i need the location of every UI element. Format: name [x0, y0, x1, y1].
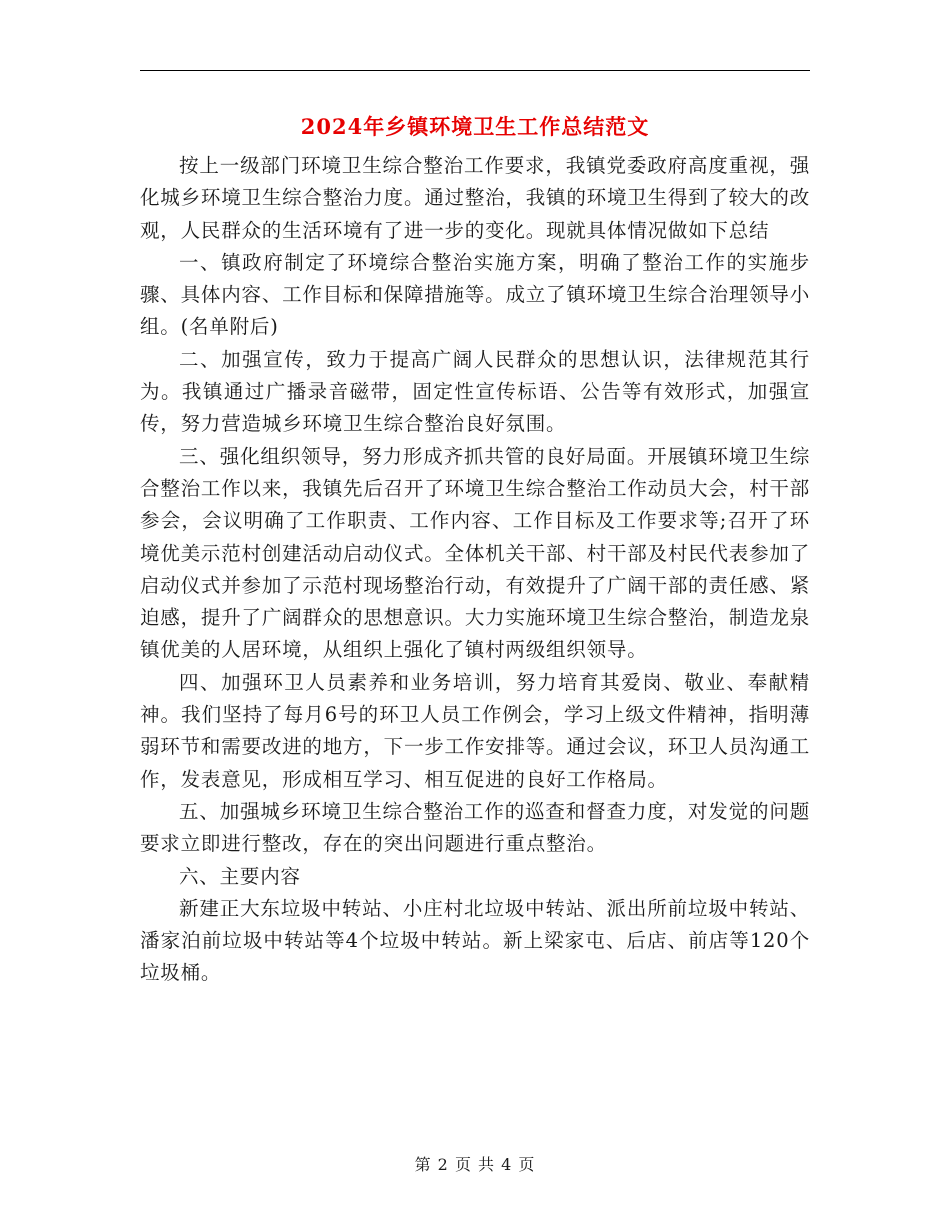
- document-body: [140, 150, 810, 990]
- paragraph-section-2: 二、加强宣传，致力于提高广阔人民群众的思想认识，法律规范其行为。我镇通过广播录音磁带，固定性宣传标语、公告等有效形式，加强宣传，努力营造城乡环境卫生综合整治良好氛围。: [140, 347, 810, 436]
- document-title: 2024年乡镇环境卫生工作总结范文: [300, 114, 650, 139]
- paragraph-section-6-heading: 六、主要内容: [179, 864, 301, 888]
- header-rule: [140, 70, 810, 71]
- paragraph-section-4: 四、加强环卫人员素养和业务培训，努力培育其爱岗、敬业、奉献精神。我们坚持了每月6号的环卫人员工作例会，学习上级文件精神，指明薄弱环节和需要改进的地方，下一步工作安排等。通过会议，环卫人员沟通工作，发表意见，形成相互学习、相互促进的良好工作格局。: [140, 670, 810, 791]
- paragraph-section-3: 三、强化组织领导，努力形成齐抓共管的良好局面。开展镇环境卫生综合整治工作以来，我镇先后召开了环境卫生综合整治工作动员大会，村干部参会，会议明确了工作职责、工作内容、工作目标及工作要求等;召开了环境优美示范村创建活动启动仪式。全体机关干部、村干部及村民代表参加了启动仪式并参加了示范村现场整治行动，有效提升了广阔干部的责任感、紧迫感，提升了广阔群众的思想意识。大力实施环境卫生综合整治，制造龙泉镇优美的人居环境，从组织上强化了镇村两级组织领导。: [140, 444, 810, 662]
- page-number: 第 2 页 共 4 页: [414, 1155, 536, 1174]
- paragraph-intro: 按上一级部门环境卫生综合整治工作要求，我镇党委政府高度重视，强化城乡环境卫生综合整治力度。通过整治，我镇的环境卫生得到了较大的改观，人民群众的生活环境有了进一步的变化。现就具体情况做如下总结: [140, 154, 810, 242]
- paragraph-section-5: 五、加强城乡环境卫生综合整治工作的巡查和督查力度，对发觉的问题要求立即进行整改，存在的突出问题进行重点整治。: [140, 799, 810, 856]
- paragraph-section-6-content: 新建正大东垃圾中转站、小庄村北垃圾中转站、派出所前垃圾中转站、潘家泊前垃圾中转站等4个垃圾中转站。新上梁家屯、后店、前店等120个垃圾桶。: [140, 896, 810, 985]
- paragraph-section-1: 一、镇政府制定了环境综合整治实施方案，明确了整治工作的实施步骤、具体内容、工作目标和保障措施等。成立了镇环境卫生综合治理领导小组。(名单附后): [140, 250, 810, 339]
